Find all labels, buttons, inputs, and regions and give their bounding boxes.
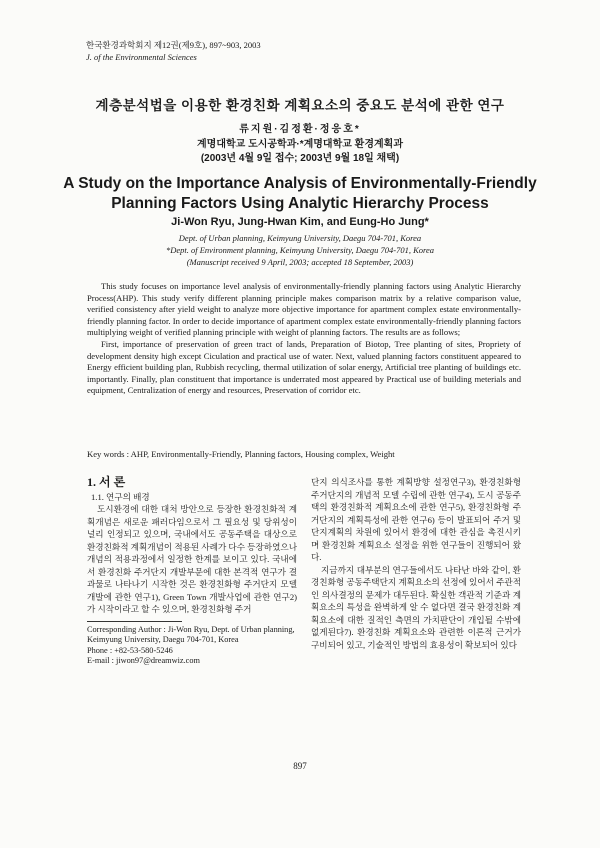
subsection-heading: 1.1. 연구의 배경 <box>91 491 150 502</box>
english-affiliation-1: Dept. of Urban planning, Keimyung University, Daegu 704-701, Korea <box>178 233 422 243</box>
korean-authors: 류지원·김정환·정응호* <box>239 124 361 135</box>
corresponding-phone: Phone : +82-53-580-5246 <box>87 645 173 655</box>
corresponding-author <box>87 625 297 667</box>
abstract-paragraph-2: First, importance of preservation of green tract of lands, Preparation of Biotop, Tree planting of sites, Propriety of development density high except Ciculation and practical use of water. Next, valued planning factors constituent appeared to Energy efficient building plan, Rubbish recycling, thermal utilization of solar energy, Artificial tree planting of buildings etc. importantly. Finally, plan constituent that importance is underrated most appeared by Practical use of building meterials and equipment, Centralization of energy and resources, Preservation of corridor etc. <box>87 338 521 396</box>
corresponding-author-line-2: Keimyung University, Daegu 704-701, Korea <box>87 635 239 644</box>
body-paragraph-right-2: 지금까지 대부분의 연구들에서도 나타난 바와 같이, 환경친화형 공동주택단지 계획요소의 선정에 있어서 주관적인 의사결정의 문제가 대두된다. 확실한 객관적 기준과 계획요소의 특성을 완벽하게 알 수 없다면 결국 환경친화 계획요소에 대한 질적인 측면의 가치판단이 개입될 수밖에 없게된다7). 환경친화 계획요소와 관련한 이론적 근거가 구비되어 있고, 기술적인 방법의 효용성이 확보되어 있다 <box>311 564 521 650</box>
korean-date: (2003년 4월 9일 접수; 2003년 9월 18일 채택) <box>200 153 400 164</box>
column-left <box>87 476 297 667</box>
journal-header <box>86 39 261 63</box>
body-paragraph-left: 도시환경에 대한 대처 방안으로 등장한 환경친화적 계획개념은 새로운 패러다임으로서 그 필요성 및 당위성이 널리 인정되고 있으며, 국내에서도 공동주택을 대상으로 환경친화적 계획개념이 적용된 사례가 다수 등장하였으나 개념의 적용과정에서 일정한 한계를 보이고 있다. 국내에서 환경친화 주거단지 개발부문에 대한 본격적 연구가 결과물로 나타나기 시작한 것은 환경친화형 주거단지 모델개발에 관한 연구1), Green Town 개발사업에 관한 연구2)가 시작이라고 할 수 있으며, 환경친화형 주거 <box>87 504 297 614</box>
korean-title: 계층분석법을 이용한 환경친화 계획요소의 중요도 분석에 관한 연구 <box>95 98 505 113</box>
abstract-paragraph-1: This study focuses on importance level analysis of environmentally-friendly planning factors using Analytic Hierarchy Process(AHP). This study verify different planning principle makes comparison matrix by a relative comparison value, verified consistency after yield weight to analyze more objective importance for apartment complex estate environmentally-friendly planning factor. In order to decide importance of apartment complex estate environmentally-friendly planning factors multiplying weight of verified planning principle with weight of planning factors. The results are as follows; <box>87 281 521 338</box>
english-affiliations <box>0 232 600 268</box>
english-title-line-1: A Study on the Importance Analysis of Environmentally-Friendly <box>63 175 537 192</box>
corresponding-email: E-mail : jiwon97@dreamwiz.com <box>87 656 200 665</box>
english-title <box>0 174 600 214</box>
english-authors: Ji-Won Ryu, Jung-Hwan Kim, and Eung-Ho Jung* <box>171 216 429 228</box>
section-heading: 1. 서 론 <box>87 475 126 489</box>
body-paragraph-right-1: 단지 의식조사를 통한 계획방향 설정연구3), 환경친화형 주거단지의 개념적 모델 수립에 관한 연구4), 도시 공동주택의 환경친화적 계획요소에 관한 연구5), 환경친화형 주거단지의 계획특성에 관한 연구6) 등이 발표되어 주거 및 단지계획의 차원에 있어서 환경에 대한 관심을 촉진시키며 환경친화 계획요소 설정을 위한 연구들이 진행되어 왔다. <box>311 477 521 562</box>
english-affiliation-2: *Dept. of Environment planning, Keimyung University, Daegu 704-701, Korea <box>165 245 435 255</box>
manuscript-dates: (Manuscript received 9 April, 2003; accepted 18 September, 2003) <box>186 257 414 267</box>
footnote-rule <box>87 621 182 622</box>
page-number: 897 <box>293 761 307 771</box>
column-right <box>311 476 521 651</box>
korean-affiliation: 계명대학교 도시공학과·*계명대학교 환경계획과 <box>197 139 403 150</box>
journal-name: J. of the Environmental Sciences <box>86 52 197 62</box>
corresponding-author-line-1: Corresponding Author : Ji-Won Ryu, Dept. of Urban planning, <box>87 624 295 634</box>
journal-citation: 한국환경과학회지 제12권(제9호), 897~903, 2003 <box>86 40 261 50</box>
keywords: Key words : AHP, Environmentally-Friendly, Planning factors, Housing complex, Weight <box>87 449 395 459</box>
abstract <box>87 281 521 397</box>
english-title-line-2: Planning Factors Using Analytic Hierarchy Process <box>111 195 489 212</box>
